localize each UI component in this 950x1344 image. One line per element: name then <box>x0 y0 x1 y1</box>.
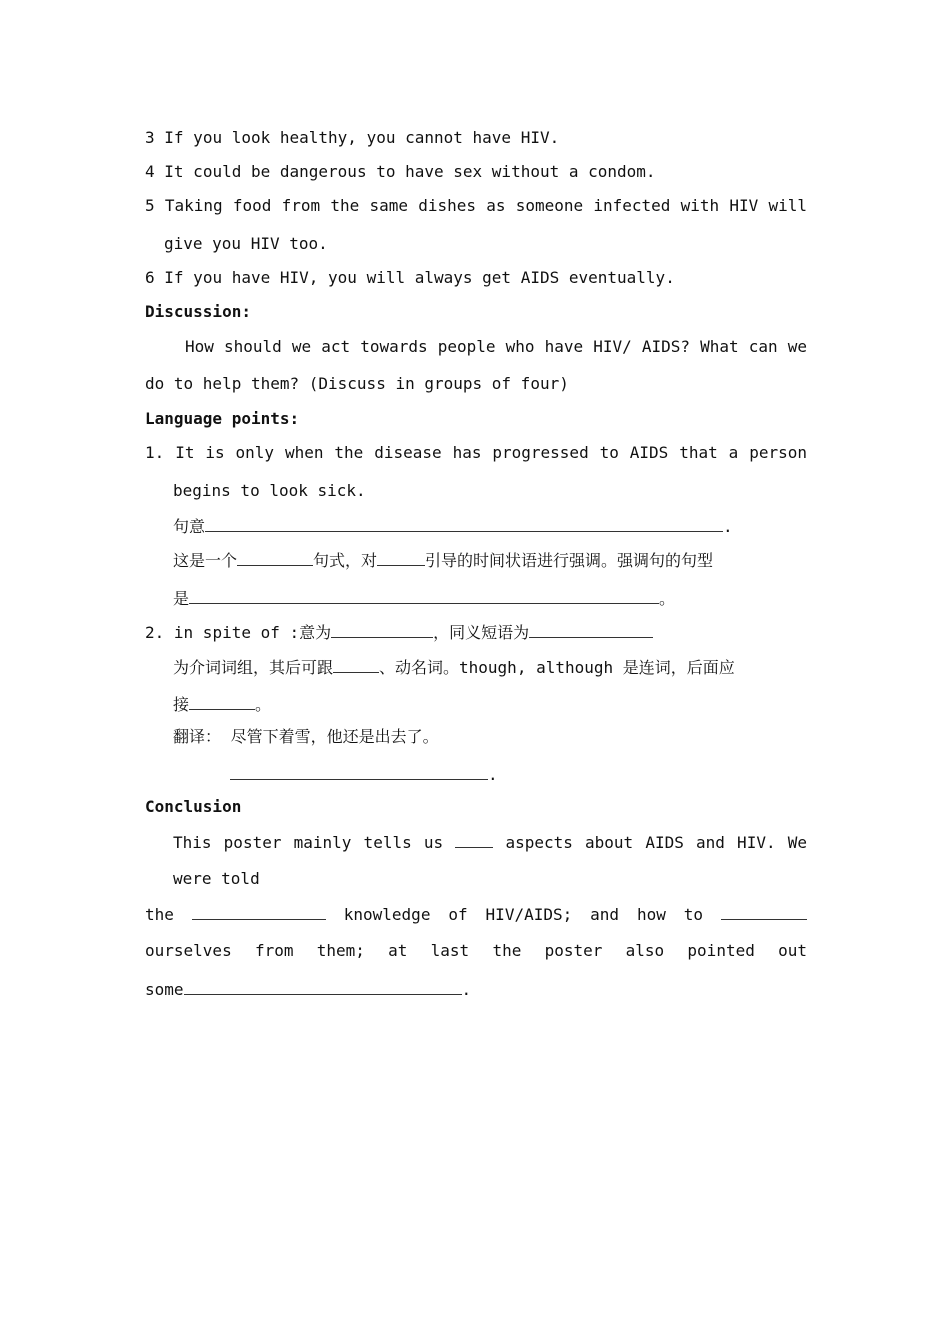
point-1-structure: 这是一个 句式，对 引导的时间状语进行强调。强调句的句型 <box>173 551 714 570</box>
conclusion-line2: were told <box>173 869 260 888</box>
conclusion-line5: some . <box>145 980 472 999</box>
point-1-pattern: 是 。 <box>173 589 676 608</box>
conjunction-follow-blank[interactable] <box>189 693 255 710</box>
statement-5: 5 Taking food from the same dishes as someone infected with HIV will <box>145 196 807 215</box>
conclusion-heading: Conclusion <box>145 797 242 816</box>
point-2-line1: 2. in spite of :意为 ，同义短语为 <box>145 621 653 643</box>
statement-3: 3 If you look healthy, you cannot have HIV. <box>145 128 560 147</box>
knowledge-blank[interactable] <box>192 903 326 920</box>
meaning-blank[interactable] <box>331 621 433 638</box>
introducer-blank[interactable] <box>377 549 425 566</box>
discussion-text-line1: How should we act towards people who have HIV/ AIDS? What can we <box>185 337 807 356</box>
synonym-blank[interactable] <box>529 621 653 638</box>
conclusion-line3: the knowledge of HIV/AIDS; and how to <box>145 903 807 925</box>
pointed-out-blank[interactable] <box>184 978 462 995</box>
statement-6: 6 If you have HIV, you will always get AIDS eventually. <box>145 268 675 287</box>
conclusion-line4: ourselves from them; at last the poster also pointed out <box>145 941 807 960</box>
statement-5-continued: give you HIV too. <box>164 234 328 253</box>
translation-answer: . <box>230 763 498 785</box>
point-2-line2: 为介词词组，其后可跟 、动名词。though, although 是连词，后面应 <box>173 658 735 677</box>
language-points-heading: Language points: <box>145 409 300 428</box>
pattern-blank[interactable] <box>189 587 659 604</box>
point-1-meaning: 句意 . <box>173 517 733 536</box>
followed-by-blank[interactable] <box>333 656 379 673</box>
protect-blank[interactable] <box>721 903 807 920</box>
translation-answer-blank[interactable] <box>230 763 488 780</box>
point-2-translate: 翻译： 尽管下着雪，他还是出去了。 <box>173 727 439 746</box>
sentence-type-blank[interactable] <box>237 549 313 566</box>
point-1-line2: begins to look sick. <box>173 481 366 500</box>
conclusion-line1: This poster mainly tells us aspects about AIDS and HIV. We <box>173 833 808 852</box>
point-1-line1: 1. It is only when the disease has progressed to AIDS that a person <box>145 443 808 462</box>
meaning-answer-blank[interactable] <box>205 515 723 532</box>
statement-4: 4 It could be dangerous to have sex without a condom. <box>145 162 656 181</box>
discussion-text-line2: do to help them? (Discuss in groups of four) <box>145 374 569 393</box>
aspects-count-blank[interactable] <box>455 831 493 848</box>
point-2-line3: 接 。 <box>173 695 272 714</box>
discussion-heading: Discussion: <box>145 302 251 321</box>
